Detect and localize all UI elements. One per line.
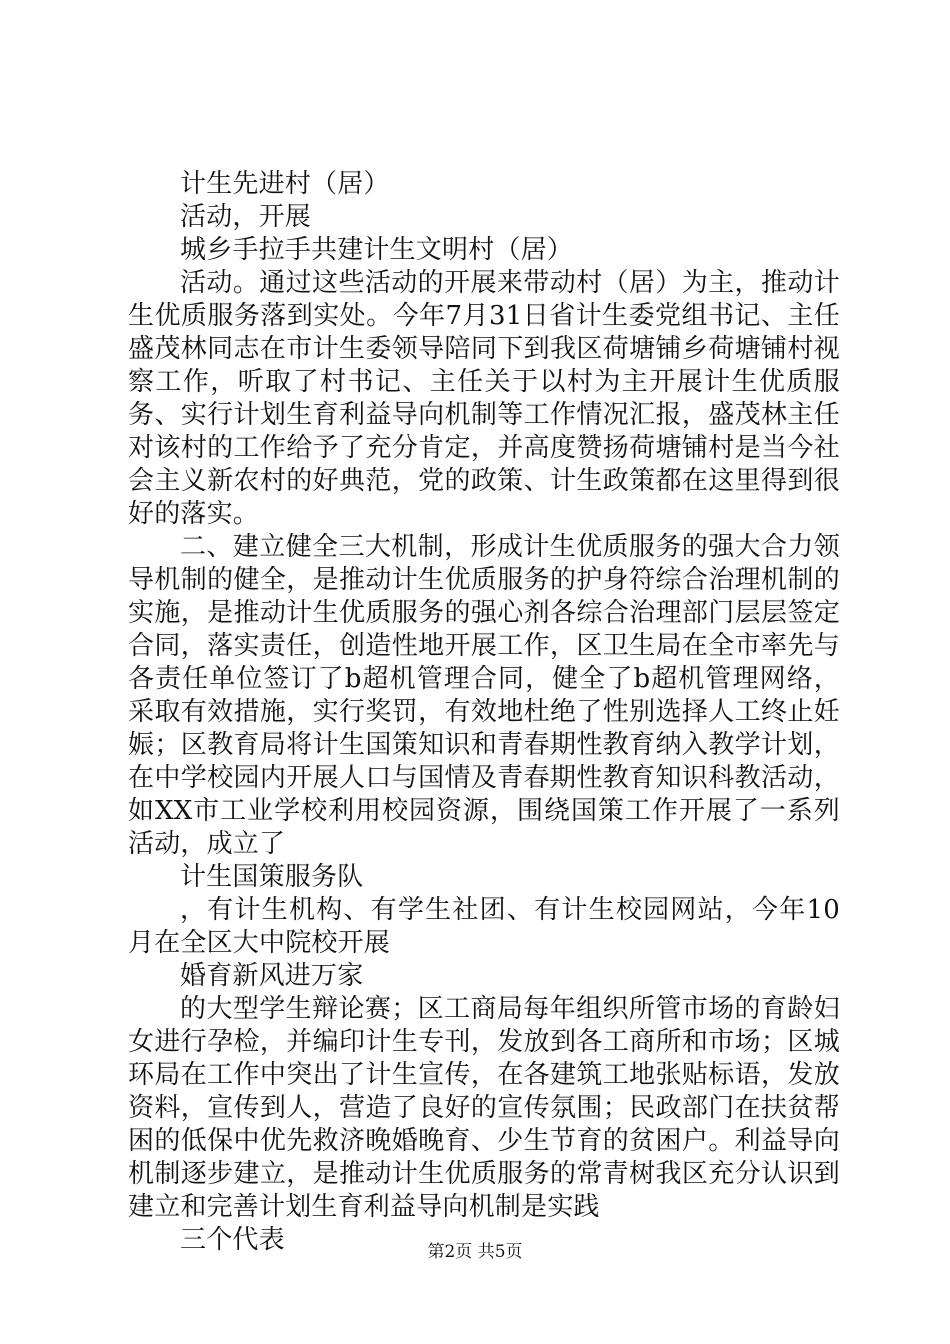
paragraph: 活动，开展 <box>180 202 312 232</box>
paragraph: 活动。通过这些活动的开展来带动村（居）为主，推动计生优质服务落到实处。今年7月31日省计生委党组书记、主任盛茂林同志在市计生委领导陪同下到我区荷塘铺乡荷塘铺村视察工作，听取了村书记、主任关于以村为主开展计生优质服务、实行计划生育利益导向机制等工作情况汇报，盛茂林主任对该村的工作给予了充分肯定，并高度赞扬荷塘铺村是当今社会主义新农村的好典范，党的政策、计生政策都在这里得到很好的落实。 <box>128 268 840 529</box>
paragraph: 计生国策服务队 <box>180 862 364 892</box>
paragraph: 的大型学生辩论赛；区工商局每年组织所管市场的育龄妇女进行孕检，并编印计生专刊，发放到各工商所和市场；区城环局在工作中突出了计生宣传，在各建筑工地张贴标语，发放资料，宣传到人，营造了良好的宣传氛围；民政部门在扶贫帮困的低保中优先救济晚婚晚育、少生节育的贫困户。利益导向机制逐步建立，是推动计生优质服务的常青树我区充分认识到建立和完善计划生育利益导向机制是实践 <box>128 994 840 1222</box>
paragraph: ，有计生机构、有学生社团、有计生校园网站，今年10月在全区大中院校开展 <box>128 895 840 958</box>
paragraph: 城乡手拉手共建计生文明村（居） <box>180 235 574 265</box>
paragraph: 婚育新风进万家 <box>180 961 364 991</box>
paragraph: 二、建立健全三大机制，形成计生优质服务的强大合力领导机制的健全，是推动计生优质服务的护身符综合治理机制的实施，是推动计生优质服务的强心剂各综合治理部门层层签定合同，落实责任，创造性地开展工作，区卫生局在全市率先与各责任单位签订了b超机管理合同，健全了b超机管理网络，采取有效措施，实行奖罚，有效地杜绝了性别选择人工终止妊娠；区教育局将计生国策知识和青春期性教育纳入教学计划，在中学校园内开展人口与国情及青春期性教育知识科教活动，如XX市工业学校利用校园资源，围绕国策工作开展了一系列活动，成立了 <box>128 532 840 859</box>
paragraph: 计生先进村（居） <box>180 169 390 199</box>
page-footer: 第2页 共5页 <box>427 1242 523 1262</box>
document-body <box>128 168 840 1257</box>
paragraph: 三个代表 <box>180 1225 285 1255</box>
